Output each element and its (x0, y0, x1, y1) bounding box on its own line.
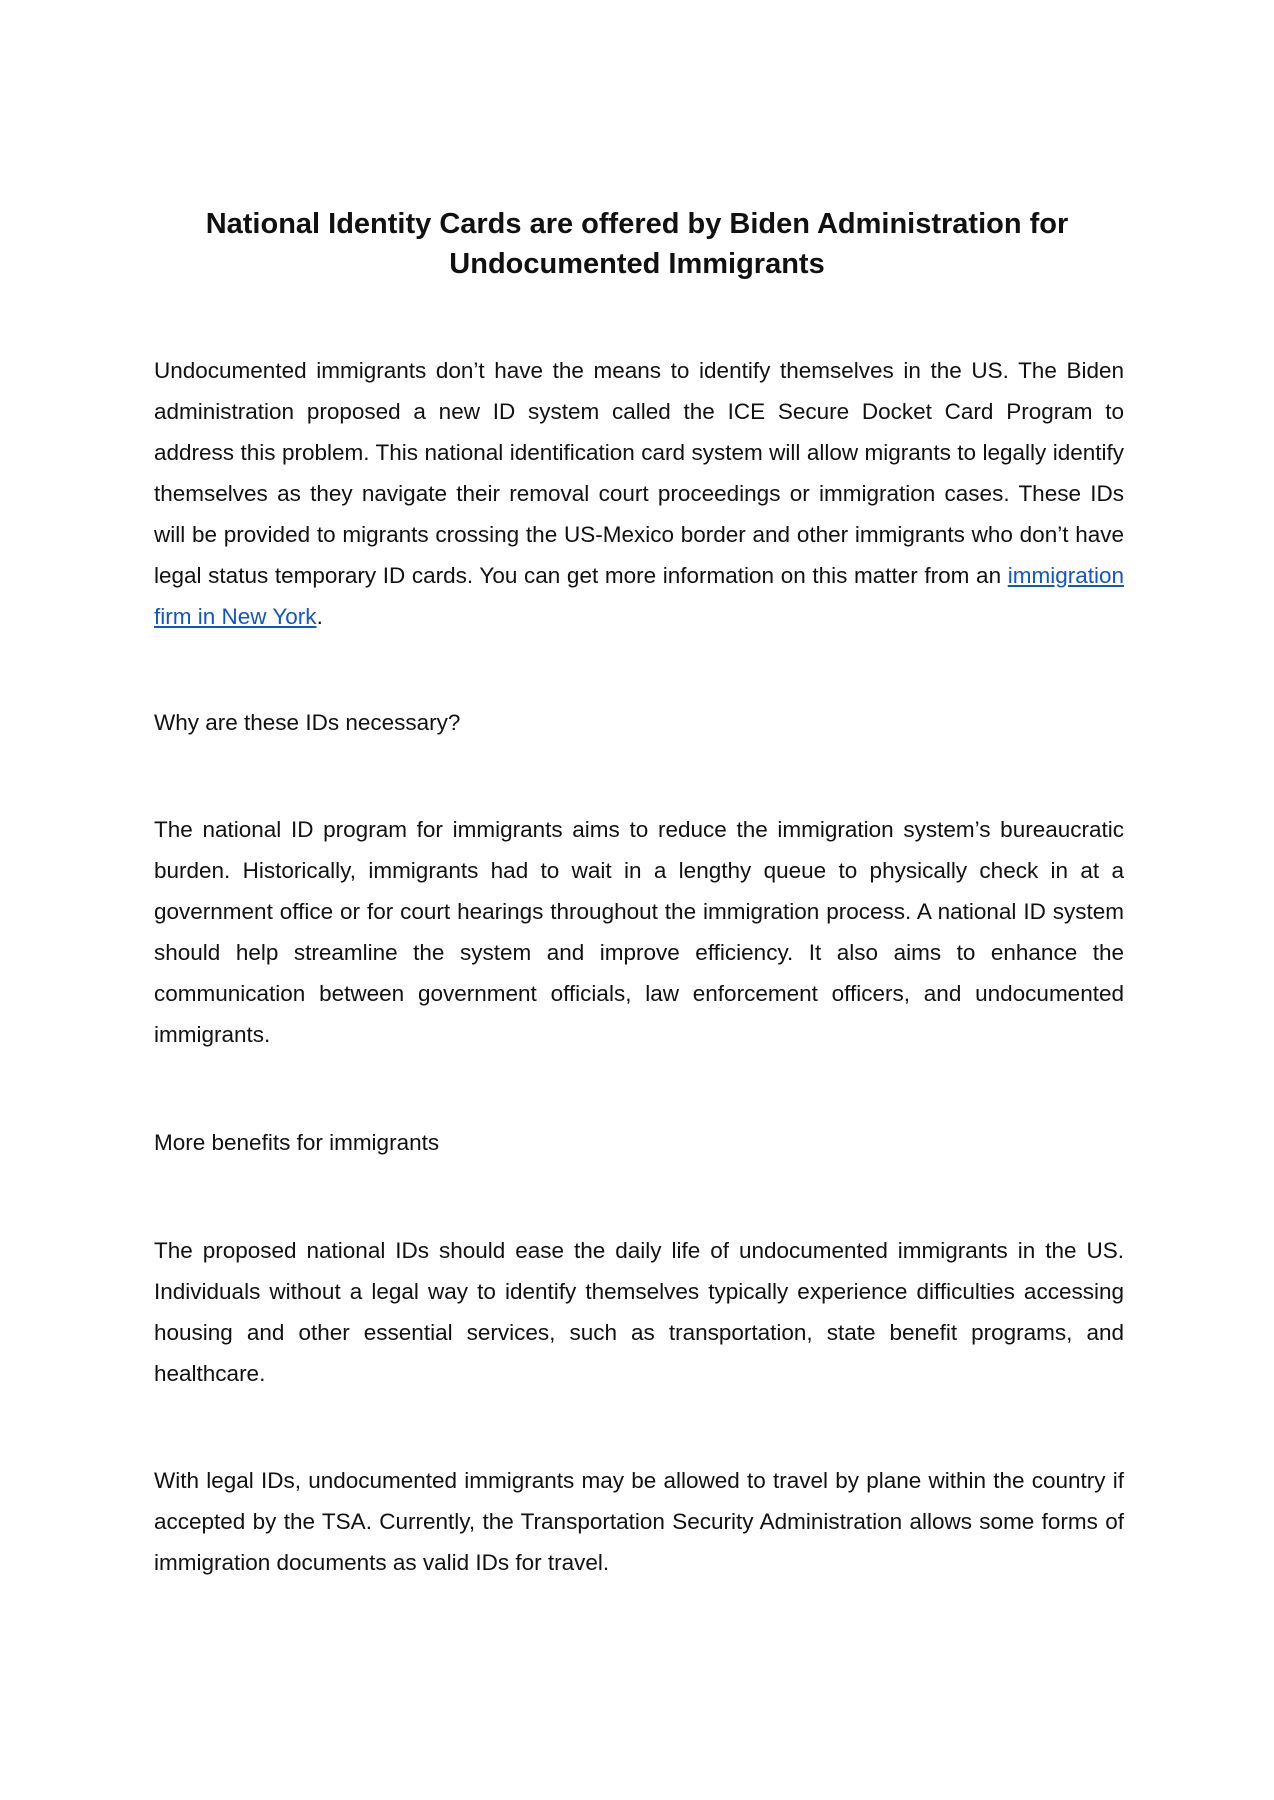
section-heading-benefits: More benefits for immigrants (154, 1130, 440, 1155)
benefits-paragraph-1: The proposed national IDs should ease the daily life of undocumented immigrants in the US. Individuals without a legal way to identify themselves typically experience difficulties accessing housing and other essential services, such as transportation, state benefit programs, and healthcare. (154, 1238, 1124, 1386)
intro-paragraph (154, 350, 1124, 637)
benefits-paragraph-2: With legal IDs, undocumented immigrants may be allowed to travel by plane within the country if accepted by the TSA. Currently, the Transportation Security Administration allows some forms of immigration documents as valid IDs for travel. (154, 1468, 1124, 1575)
document-title: National Identity Cards are offered by Biden Administration for Undocumented Immigrants (205, 208, 1069, 280)
intro-text: Undocumented immigrants don’t have the means to identify themselves in the US. The Biden administration proposed a new ID system called the ICE Secure Docket Card Program to address this problem. This national identification card system will allow migrants to legally identify themselves as they navigate their removal court proceedings or immigration cases. These IDs will be provided to migrants crossing the US-Mexico border and other immigrants who don’t have legal status temporary ID cards. You can get more information on this matter from an (154, 358, 1124, 588)
why-ids-paragraph: The national ID program for immigrants aims to reduce the immigration system’s bureaucratic burden. Historically, immigrants had to wait in a lengthy queue to physically check in at a government office or for court hearings throughout the immigration process. A national ID system should help streamline the system and improve efficiency. It also aims to enhance the communication between government officials, law enforcement officers, and undocumented immigrants. (154, 817, 1124, 1047)
intro-text-end: . (316, 604, 323, 629)
immigration-firm-link[interactable]: immigration firm in New York (154, 563, 1124, 629)
section-heading-why-ids: Why are these IDs necessary? (154, 710, 461, 735)
